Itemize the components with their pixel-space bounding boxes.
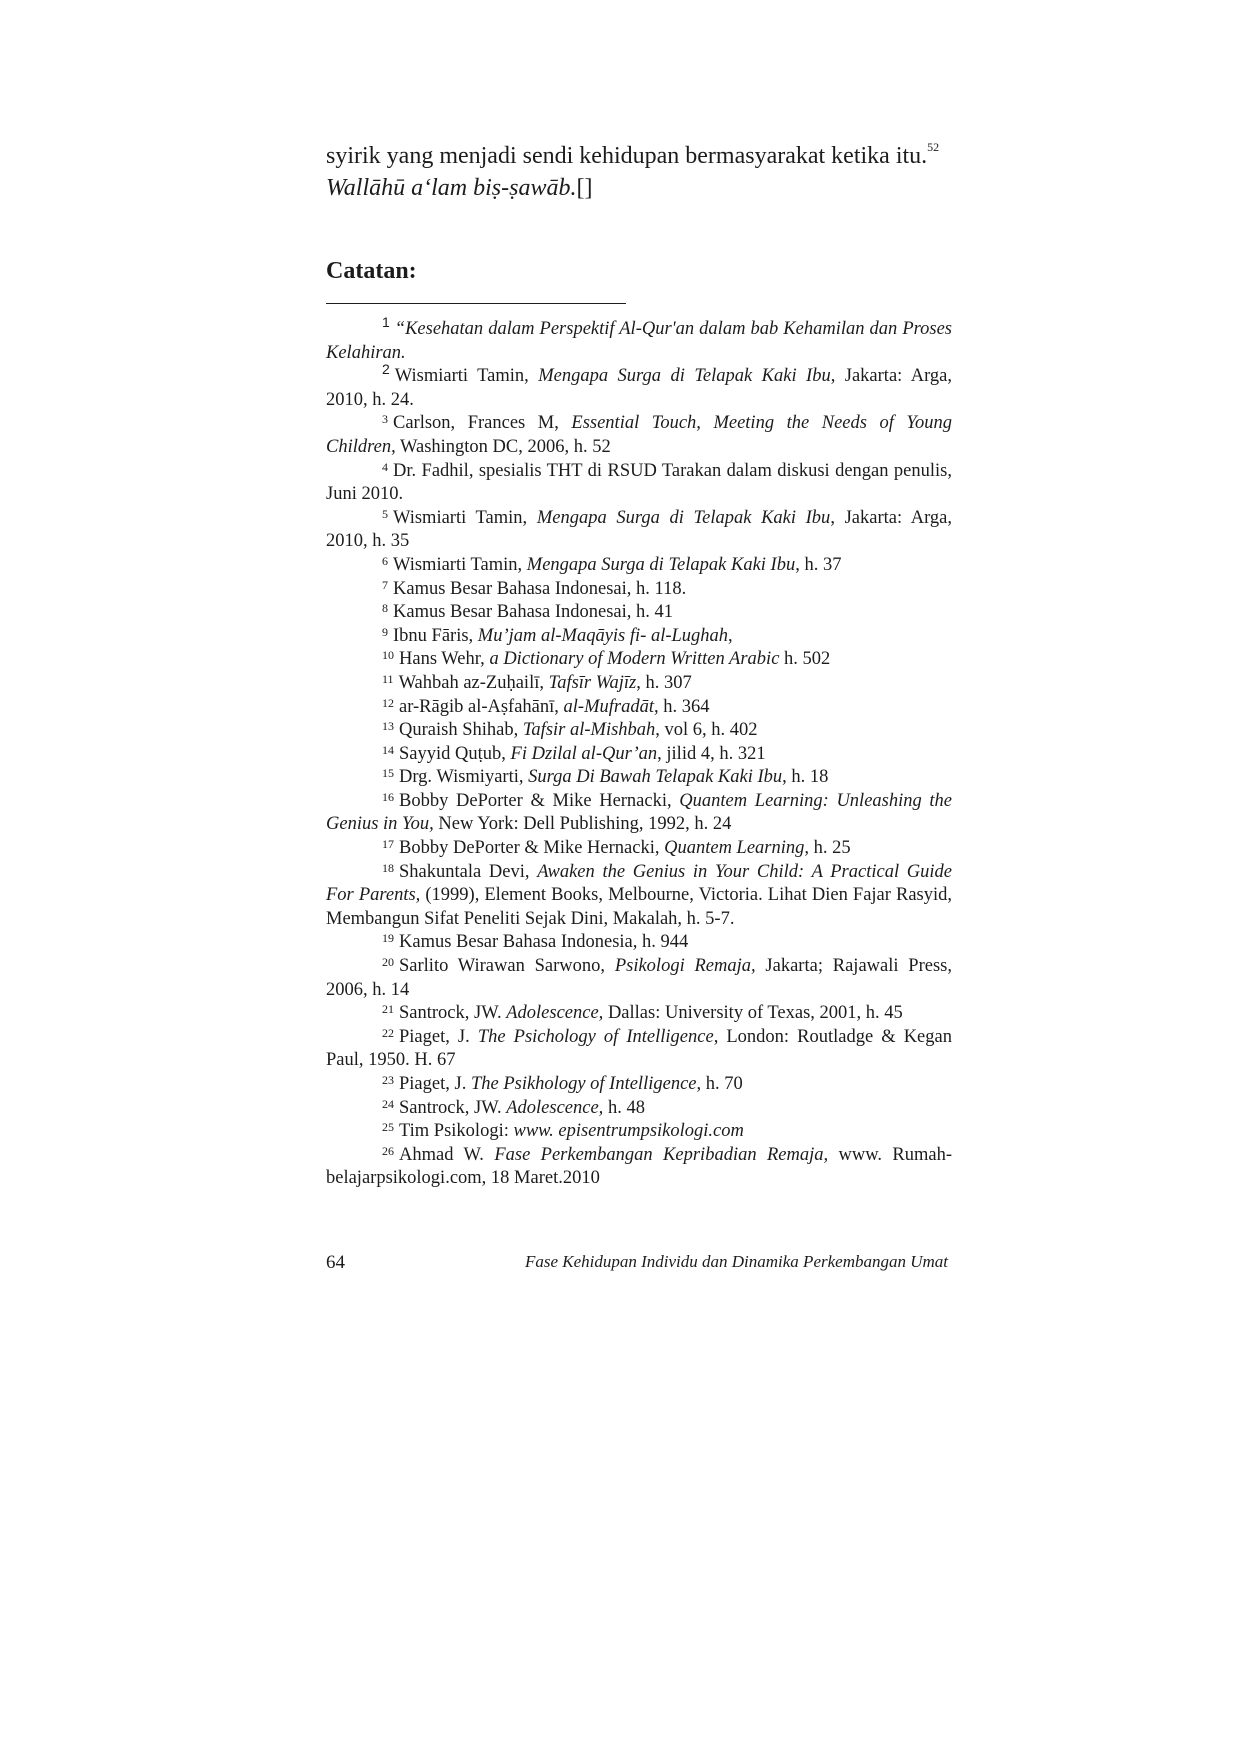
footnote-text: h. 70 — [701, 1074, 743, 1094]
footnote-22 — [326, 1026, 952, 1073]
footnote-ref-52: 52 — [927, 140, 940, 154]
footnote-17 — [326, 837, 952, 861]
footnotes-list — [326, 314, 953, 1191]
footnote-10 — [326, 648, 952, 672]
footnote-20 — [326, 955, 952, 1002]
footnote-title: Tafsīr Wajīz — [548, 672, 637, 693]
footnote-title: Adolescence, — [506, 1003, 604, 1024]
footnote-text: Drg. Wismiyarti, — [399, 767, 529, 788]
footnote-title: al-Mufradāt — [563, 696, 654, 717]
footnote-text: , jilid 4, h. 321 — [657, 743, 766, 764]
footnote-title: Quantem Learning, — [664, 838, 810, 859]
footnote-number: 20 — [382, 955, 394, 970]
footnote-text: (1999), Element Books, Melbourne, Victoria. Lihat Dien Fajar Rasyid, Membangun Sifat Peneliti Sejak Dini, Makalah, h. 5-7. — [326, 885, 952, 929]
footnote-title: Quantem Learning: Unleashing the Genius in You, — [326, 790, 953, 835]
footnote-7 — [326, 578, 952, 602]
footnote-text: Sarlito Wirawan Sarwono, — [399, 956, 615, 977]
footnote-number: 10 — [382, 648, 394, 663]
footnote-title: Mu’jam al-Maqāyis fi- al-Lughah — [477, 625, 729, 646]
footnote-text: Piaget, J. — [399, 1074, 471, 1094]
footnote-text: Kamus Besar Bahasa Indonesai, h. 118. — [393, 578, 687, 599]
footnote-text: Jakarta; Rajawali Press, 2006, h. 14 — [326, 956, 952, 1000]
footnote-title: Fase Perkembangan Kepribadian Remaja, — [494, 1144, 829, 1165]
footnote-divider — [326, 303, 626, 304]
footnote-14 — [326, 743, 952, 767]
footnote-text: New York: Dell Publishing, 1992, h. 24 — [433, 814, 732, 835]
footnote-title: Psikologi Remaja, — [614, 956, 756, 977]
footnote-title: Awaken the Genius in Your Child: A Practical Guide For Parents, — [326, 861, 953, 906]
end-mark: [] — [576, 175, 593, 201]
footnote-11 — [326, 672, 952, 696]
footnote-title: Fi Dzilal al-Qur’an — [510, 743, 658, 764]
closing-phrase: Wallāhū a‘lam biṣ-ṣawāb. — [326, 175, 577, 201]
footnote-text: Piaget, J. — [399, 1026, 478, 1047]
footnote-text: Quraish Shihab, — [399, 720, 523, 741]
footnote-26 — [326, 1144, 952, 1191]
footnote-text: , — [728, 625, 733, 646]
footnote-6 — [326, 554, 952, 578]
footnote-number: 21 — [382, 1002, 394, 1017]
footnote-12 — [326, 696, 952, 720]
body-paragraph — [326, 140, 952, 204]
footnote-text: Wahbah az-Zuḥailī, — [398, 672, 549, 693]
footnote-text: Sayyid Quṭub, — [399, 743, 511, 764]
footnote-number: 23 — [382, 1073, 394, 1087]
footnote-text: , vol 6, h. 402 — [655, 720, 758, 741]
footnote-text: , h. 37 — [795, 554, 842, 575]
footnote-title: The Psikhology of Intelligence, — [470, 1074, 702, 1094]
footnote-number: 3 — [382, 412, 388, 427]
footnote-number: 16 — [382, 789, 394, 804]
footnote-number: 4 — [382, 459, 388, 474]
footnote-number: 13 — [382, 719, 394, 734]
footnote-text: , Washington DC, 2006, h. 52 — [391, 436, 611, 457]
footnote-text: Bobby DePorter & Mike Hernacki, — [399, 790, 680, 811]
footnote-number: 2 — [382, 361, 390, 378]
footnote-text: Kamus Besar Bahasa Indonesia, h. 944 — [399, 932, 689, 953]
footnote-text: , Jakarta: Arga, 2010, h. 24. — [326, 366, 952, 410]
footnote-number: 6 — [382, 553, 388, 568]
footnote-text: Dr. Fadhil, spesialis THT di RSUD Tarakan dalam diskusi dengan penulis, Juni 2010. — [326, 460, 952, 505]
footnote-text: Wismiarti Tamin, — [393, 507, 537, 528]
footnote-title: Tafsir al-Mishbah — [522, 720, 656, 741]
footnote-text: www. Rumah-belajarpsikologi.com, 18 Maret.2010 — [326, 1144, 953, 1189]
footnote-text: Wismiarti Tamin, — [394, 366, 539, 387]
footnote-25 — [326, 1120, 952, 1144]
footnote-text: Ibnu Fāris, — [393, 625, 478, 646]
footnote-number: 14 — [382, 742, 394, 757]
footnote-number: 17 — [382, 837, 394, 852]
footnote-text: , Jakarta: Arga, 2010, h. 35 — [326, 507, 952, 552]
footnote-24 — [326, 1097, 952, 1121]
footnote-title: Mengapa Surga di Telapak Kaki Ibu — [538, 366, 831, 387]
footnote-text: Wismiarti Tamin, — [393, 554, 527, 575]
body-text-block — [326, 140, 952, 204]
footnote-title: www. episentrumpsikologi.com — [513, 1121, 744, 1142]
footnote-19 — [326, 931, 952, 955]
footnote-title: Mengapa Surga di Telapak Kaki Ibu — [536, 507, 831, 528]
footnote-5 — [326, 507, 952, 554]
footnote-text: , h. 307 — [636, 672, 692, 693]
running-title: Fase Kehidupan Individu dan Dinamika Perkembangan Umat — [524, 1252, 948, 1271]
footnote-text: Bobby DePorter & Mike Hernacki, — [399, 838, 665, 859]
footnote-9 — [326, 625, 952, 649]
footnote-text: Carlson, Frances M, — [393, 413, 572, 434]
footnote-text: Hans Wehr, — [399, 649, 490, 670]
footnote-number: 5 — [382, 506, 388, 521]
footnote-title: Mengapa Surga di Telapak Kaki Ibu — [526, 554, 796, 575]
page-number: 64 — [326, 1252, 345, 1273]
footnote-number: 18 — [382, 860, 394, 875]
footnote-8 — [326, 601, 952, 625]
footnote-text: h. 25 — [809, 838, 851, 859]
footnote-title: Adolescence, — [506, 1097, 604, 1118]
footnote-13 — [326, 719, 952, 743]
footnote-16 — [326, 790, 952, 837]
footnote-title: a Dictionary of Modern Written Arabic — [489, 649, 780, 670]
footnote-number: 26 — [382, 1143, 394, 1158]
notes-heading: Catatan: — [326, 258, 417, 284]
footnote-number: 19 — [382, 931, 394, 946]
body-line-1: syirik yang menjadi sendi kehidupan bermasyarakat ketika itu. — [326, 143, 928, 169]
footnote-number: 9 — [382, 624, 388, 639]
footnote-text: , h. 364 — [653, 696, 710, 717]
footnote-text: Shakuntala Devi, — [399, 861, 538, 882]
footnote-title: “Kesehatan dalam Perspektif Al-Qur'an dalam bab Kehamilan dan Proses Kelahiran. — [326, 319, 952, 363]
footnote-number: 11 — [382, 671, 394, 686]
footnote-15 — [326, 766, 952, 790]
footnote-title: Essential Touch, Meeting the Needs of Young Children — [326, 413, 952, 457]
footnote-4 — [326, 460, 952, 507]
footnote-text: h. 502 — [779, 649, 831, 670]
footnote-23 — [326, 1073, 952, 1097]
footnote-1 — [326, 314, 952, 365]
footnote-text: ar-Rāgib al-Aṣfahānī, — [399, 696, 564, 717]
footnote-text: Dallas: University of Texas, 2001, h. 45 — [603, 1003, 903, 1024]
footnote-text: Kamus Besar Bahasa Indonesai, h. 41 — [393, 602, 674, 623]
footnote-text: Tim Psikologi: — [399, 1121, 514, 1142]
footnote-3 — [326, 412, 952, 459]
footnote-text: , London: Routladge & Kegan Paul, 1950. H. 67 — [326, 1026, 952, 1071]
footnote-text: Ahmad W. — [399, 1144, 495, 1165]
footnote-number: 24 — [382, 1096, 394, 1111]
footnote-text: Santrock, JW. — [399, 1097, 507, 1118]
footnote-number: 7 — [382, 577, 388, 592]
footnote-text: Santrock, JW. — [399, 1003, 507, 1024]
footnote-number: 1 — [382, 314, 390, 330]
footnote-21 — [326, 1002, 952, 1026]
footnote-title: The Psichology of Intelligence — [477, 1026, 714, 1047]
footnote-text: h. 48 — [603, 1097, 645, 1118]
footnote-number: 12 — [382, 695, 394, 710]
footnote-text: , h. 18 — [782, 767, 829, 788]
footnote-number: 25 — [382, 1120, 394, 1135]
footnote-title: Surga Di Bawah Telapak Kaki Ibu — [528, 767, 783, 788]
footnote-18 — [326, 861, 952, 932]
footnote-2 — [326, 361, 952, 412]
footnote-number: 15 — [382, 766, 394, 781]
footnote-number: 22 — [382, 1025, 394, 1040]
footnote-number: 8 — [382, 601, 388, 616]
